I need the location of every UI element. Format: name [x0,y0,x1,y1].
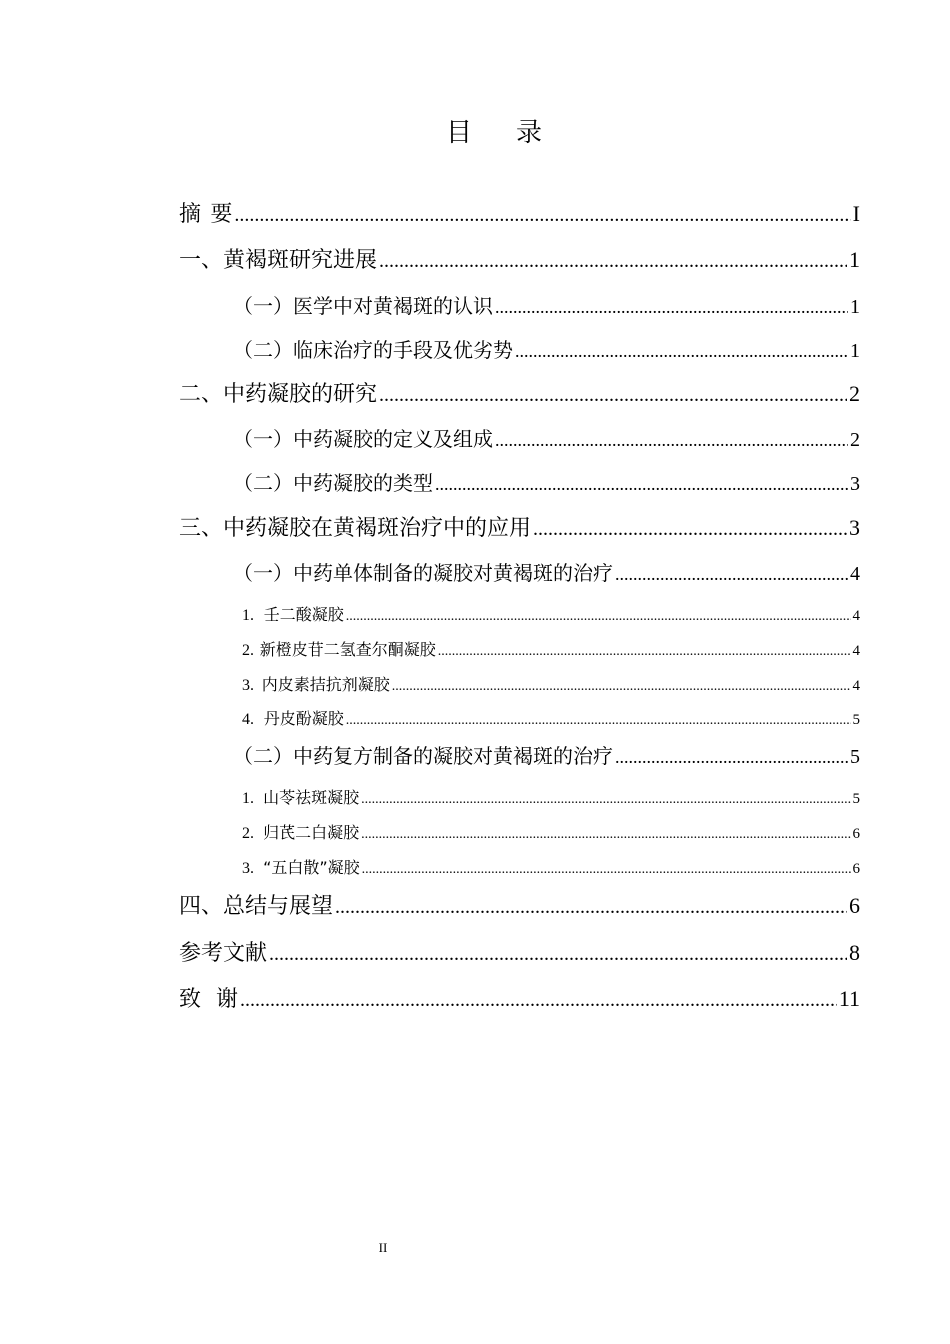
toc-entry-section-3-1[interactable] [233,557,860,587]
toc-entry-label: 中药凝胶的研究 [223,382,378,407]
dot-leader [615,747,848,768]
toc-entry-page: 11 [838,986,860,1011]
toc-entry-page: I [852,201,860,226]
toc-entry-page: 6 [852,861,860,877]
toc-entry-number: 摘 [179,202,202,227]
toc-entry-number: （二） [233,338,293,362]
toc-entry-label: “五白散”凝胶 [263,858,360,877]
dot-leader [615,564,848,585]
toc-entry-label: 医学中对黄褐斑的认识 [293,294,493,318]
toc-entry-section-1-1[interactable] [233,290,860,320]
dot-leader [379,250,847,273]
toc-entry-number: 1. [242,790,254,807]
toc-entry-number: （一） [233,294,293,318]
toc-entry-label: 中药凝胶在黄褐斑治疗中的应用 [223,516,532,541]
toc-entry-label: 山苓祛斑凝胶 [263,788,360,807]
toc-entry-acknowledgements[interactable] [179,982,860,1014]
dot-leader [495,430,848,451]
toc-entry-page: 2 [850,429,860,451]
toc-entry-label: 临床治疗的手段及优劣势 [293,338,513,362]
dot-leader [533,518,847,541]
toc-entry-page: 4 [852,608,860,624]
dot-leader [240,989,837,1012]
toc-entry-number: 二、 [179,382,224,407]
toc-entry-number: 3. [242,860,254,877]
dot-leader [392,679,851,695]
toc-entry-page: 4 [852,643,860,659]
toc-entry-section-3-2-3[interactable] [242,855,860,879]
toc-entry-section-3-1-3[interactable] [242,672,860,696]
dot-leader [335,896,847,919]
toc-entry-page: 6 [852,826,860,842]
dot-leader [438,644,851,660]
toc-entry-section-2-2[interactable] [233,467,860,497]
dot-leader [362,862,851,878]
toc-entry-label: 要 [210,202,233,227]
toc-entry-section-3-1-4[interactable] [242,706,860,730]
toc-entry-number: （一） [233,561,293,585]
toc-entry-label: 中药凝胶的类型 [293,471,433,495]
toc-entry-page: 2 [849,381,860,406]
toc-entry-label: 壬二酸凝胶 [263,605,344,624]
dot-leader [269,943,847,966]
toc-entry-number: （二） [233,471,293,495]
toc-entry-label: 谢 [215,987,238,1012]
dot-leader [379,384,847,407]
toc-entry-number: 四、 [179,894,224,919]
toc-entry-label: 中药复方制备的凝胶对黄褐斑的治疗 [293,744,613,768]
dot-leader [346,713,851,729]
toc-entry-section-4[interactable] [179,889,860,921]
toc-entry-page: 8 [849,940,860,965]
toc-entry-page: 3 [849,515,860,540]
page-number: II [378,1240,388,1255]
toc-entry-section-2-1[interactable] [233,423,860,453]
toc-entry-label: 中药凝胶的定义及组成 [293,427,493,451]
toc-entry-number: 1. [242,607,254,624]
toc-entry-page: 1 [850,340,860,362]
toc-entry-section-3-1-1[interactable] [242,602,860,626]
toc-entry-label: 归芪二白凝胶 [263,823,360,842]
toc-entry-page: 4 [850,563,860,585]
dot-leader [361,792,850,808]
toc-entry-page: 4 [852,678,860,694]
toc-entry-section-3-2-1[interactable] [242,785,860,809]
toc-entry-label: 总结与展望 [223,894,334,919]
dot-leader [495,297,848,318]
toc-entry-page: 5 [852,791,860,807]
toc-entry-label: 参考文献 [179,941,268,966]
toc-entry-section-2[interactable] [179,377,860,409]
toc-entry-label: 丹皮酚凝胶 [263,709,344,728]
toc-entry-number: 2. [242,825,254,842]
toc-entry-page: 3 [850,473,860,495]
toc-entry-number: 3. [242,677,254,694]
toc-entry-section-1[interactable] [179,243,860,275]
toc-entry-references[interactable] [179,936,860,968]
toc-entry-section-1-2[interactable] [233,334,860,364]
toc-entry-section-3-1-2[interactable] [242,637,860,661]
toc-entry-number: （二） [233,744,293,768]
toc-entry-label: 黄褐斑研究进展 [223,248,378,273]
toc-entry-number: 4. [242,711,254,728]
toc-entry-number: （一） [233,427,293,451]
dot-leader [515,341,848,362]
toc-entry-number: 三、 [179,516,224,541]
toc-entry-page: 5 [850,746,860,768]
title-char-2: 录 [516,118,543,148]
toc-entry-page: 6 [849,893,860,918]
dot-leader [346,609,851,625]
toc-entry-label: 新橙皮苷二氢查尔酮凝胶 [259,640,436,659]
toc-entry-number: 一、 [179,248,224,273]
toc-entry-page: 1 [849,247,860,272]
dot-leader [234,204,850,227]
toc-entry-label: 中药单体制备的凝胶对黄褐斑的治疗 [293,561,613,585]
toc-entry-label: 内皮素拮抗剂凝胶 [261,675,390,694]
toc-entry-number: 2. [242,642,254,659]
dot-leader [435,474,848,495]
dot-leader [361,827,850,843]
toc-entry-section-3-2-2[interactable] [242,820,860,844]
title-char-1: 目 [445,118,472,148]
toc-entry-section-3[interactable] [179,511,860,543]
toc-entry-abstract[interactable] [179,197,860,229]
toc-entry-section-3-2[interactable] [233,740,860,770]
toc-entry-page: 1 [850,296,860,318]
toc-entry-page: 5 [852,712,860,728]
toc-entry-number: 致 [179,987,202,1012]
